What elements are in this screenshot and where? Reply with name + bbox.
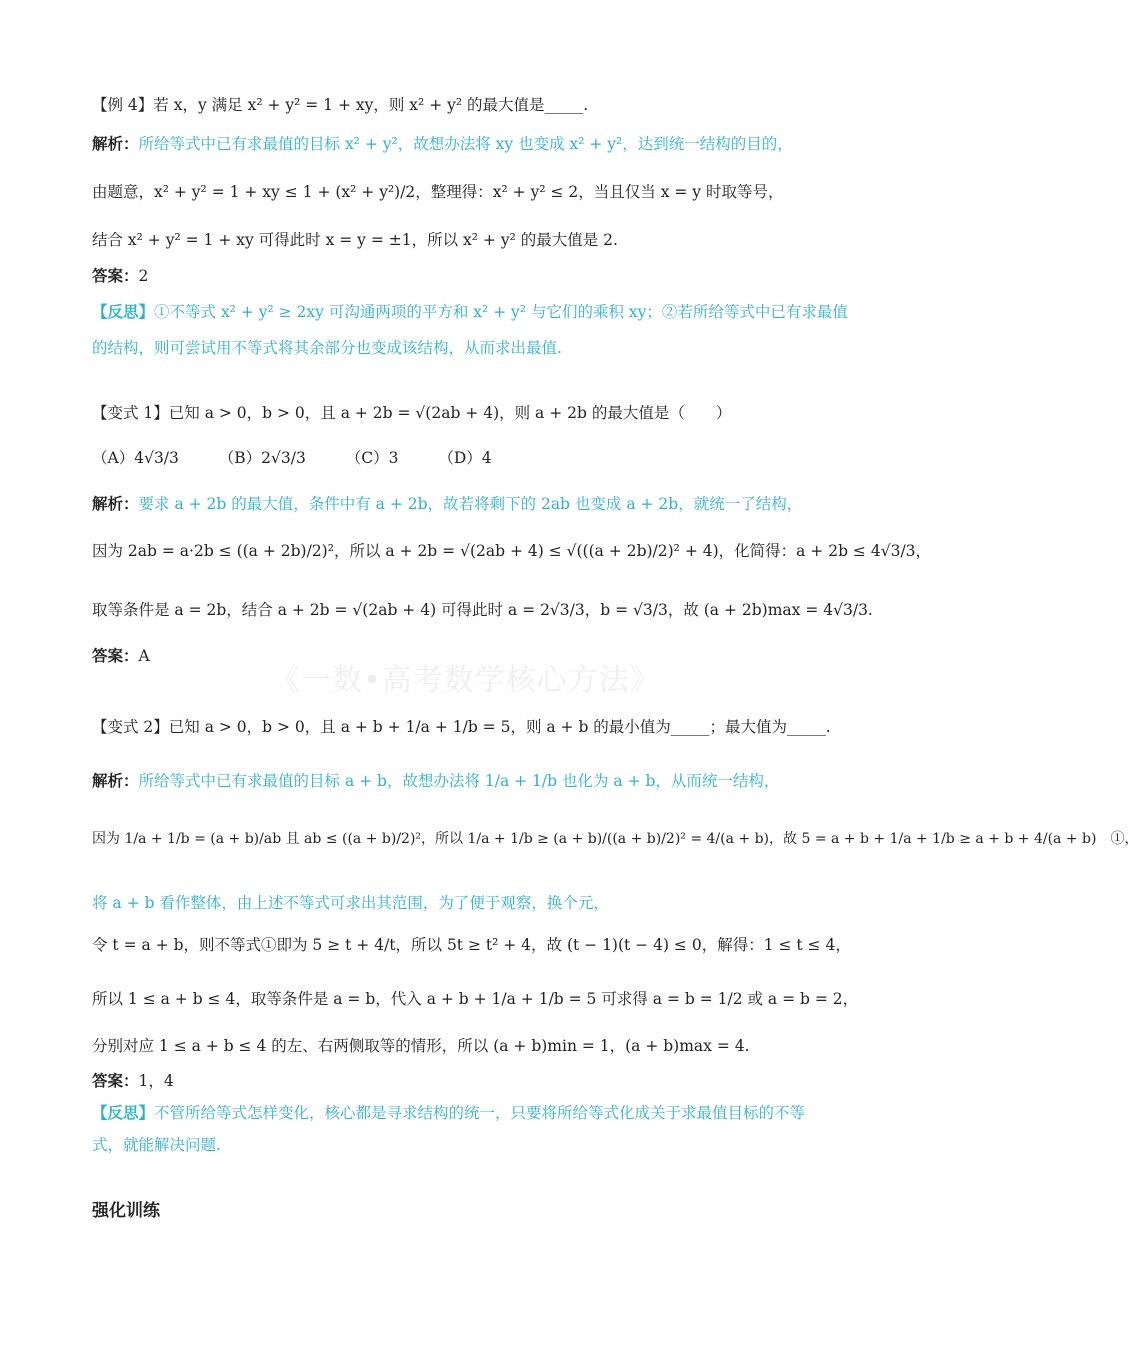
example4-answer: 2 xyxy=(138,267,149,285)
option-a-label: （A） xyxy=(92,449,135,467)
example4-analysis-line3: 结合 x² + y² = 1 + xy 可得此时 x = y = ±1，所以 x² + y² 的最大值是 2. xyxy=(92,231,618,249)
variant2-reflect-line1 xyxy=(92,1103,805,1123)
variant2-analysis-line1 xyxy=(92,771,779,791)
option-b-label: （B） xyxy=(218,449,262,467)
analysis-label: 解析： xyxy=(92,495,139,513)
answer-label: 答案： xyxy=(92,267,139,285)
answer-label: 答案： xyxy=(92,647,139,665)
example4-question-line xyxy=(92,95,588,115)
variant2-analysis-line5: 所以 1 ≤ a + b ≤ 4，取等条件是 a = b，代入 a + b + 1/a + 1/b = 5 可求得 a = b = 1/2 或 a = b = 2， xyxy=(92,990,859,1008)
variant2-reflect1: 不管所给等式怎样变化，核心都是寻求结构的统一，只要将所给等式化成关于求最值目标的不等 xyxy=(154,1104,806,1122)
watermark: 《一数•高考数学核心方法》 xyxy=(270,663,661,698)
variant1-answer: A xyxy=(138,647,150,665)
option-d: （D）4 xyxy=(438,449,492,467)
variant1-question: 已知 a > 0，b > 0，且 a + 2b = √(2ab + 4)，则 a + 2b 的最大值是（ ） xyxy=(168,404,732,422)
option-c: （C）3 xyxy=(345,449,399,467)
variant1-analysis-line1 xyxy=(92,494,802,514)
example4-question: 若 x，y 满足 x² + y² = 1 + xy，则 x² + y² 的最大值是_____. xyxy=(153,96,589,114)
variant2-question-line xyxy=(92,717,831,737)
example4-reflect-line2: 的结构，则可尝试用不等式将其余部分也变成该结构，从而求出最值. xyxy=(92,339,562,357)
variant2-analysis1: 所给等式中已有求最值的目标 a + b，故想办法将 1/a + 1/b 也化为 a + b，从而统一结构， xyxy=(138,772,780,790)
example4-analysis-line2: 由题意，x² + y² = 1 + xy ≤ 1 + (x² + y²)/2，整理得：x² + y² ≤ 2，当且仅当 x = y 时取等号， xyxy=(92,183,784,201)
variant1-analysis1: 要求 a + 2b 的最大值，条件中有 a + 2b，故若将剩下的 2ab 也变成 a + 2b，就统一了结构， xyxy=(138,495,803,513)
example4-analysis-line1 xyxy=(92,134,793,154)
reflect-label: 【反思】 xyxy=(92,1104,155,1122)
variant1-question-line xyxy=(92,403,731,423)
variant1-answer-line xyxy=(92,646,150,666)
example4-answer-line xyxy=(92,266,148,286)
example4-reflect-line1 xyxy=(92,302,848,322)
variant1-analysis-line3: 取等条件是 a = 2b，结合 a + 2b = √(2ab + 4) 可得此时 a = 2√3/3，b = √3/3，故 (a + 2b)max = 4√3/3. xyxy=(92,601,873,619)
variant2-question: 已知 a > 0，b > 0，且 a + b + 1/a + 1/b = 5，则 a + b 的最小值为_____；最大值为_____. xyxy=(168,718,831,736)
variant2-reflect-line2: 式，就能解决问题. xyxy=(92,1136,221,1154)
analysis-label: 解析： xyxy=(92,135,139,153)
variant1-label: 【变式 1】 xyxy=(92,404,169,422)
example4-label: 【例 4】 xyxy=(92,96,154,114)
analysis-label: 解析： xyxy=(92,772,139,790)
example4-analysis1: 所给等式中已有求最值的目标 x² + y²，故想办法将 xy 也变成 x² + y²，达到统一结构的目的， xyxy=(138,135,793,153)
section-title: 强化训练 xyxy=(92,1201,160,1221)
option-a-value: 4√3/3 xyxy=(134,449,179,467)
reflect-label: 【反思】 xyxy=(92,303,155,321)
answer-label: 答案： xyxy=(92,1072,139,1090)
variant2-analysis-line3: 将 a + b 看作整体，由上述不等式可求出其范围，为了便于观察，换个元， xyxy=(92,894,609,912)
variant2-analysis-line2: 因为 1/a + 1/b = (a + b)/ab 且 ab ≤ ((a + b)/2)²，所以 1/a + 1/b ≥ (a + b)/((a + b)/2)² = 4/(a + b)，故 5 = a + b + 1/a + 1/b ≥ a + b + 4/(a + b) ①， xyxy=(92,831,1138,847)
variant1-options xyxy=(92,448,492,468)
variant1-analysis-line2: 因为 2ab = a·2b ≤ ((a + 2b)/2)²，所以 a + 2b = √(2ab + 4) ≤ √(((a + 2b)/2)² + 4)，化简得：a + 2b ≤ 4√3/3， xyxy=(92,542,932,560)
variant2-label: 【变式 2】 xyxy=(92,718,169,736)
variant2-answer-line xyxy=(92,1071,174,1091)
variant2-analysis-line6: 分别对应 1 ≤ a + b ≤ 4 的左、右两侧取等的情形，所以 (a + b)min = 1，(a + b)max = 4. xyxy=(92,1037,750,1055)
variant2-analysis-line4: 令 t = a + b，则不等式①即为 5 ≥ t + 4/t，所以 5t ≥ t² + 4，故 (t − 1)(t − 4) ≤ 0，解得：1 ≤ t ≤ 4， xyxy=(92,936,851,954)
option-b-value: 2√3/3 xyxy=(261,449,306,467)
variant2-answer: 1，4 xyxy=(138,1072,174,1090)
example4-reflect1: ①不等式 x² + y² ≥ 2xy 可沟通两项的平方和 x² + y² 与它们的乘积 xy；②若所给等式中已有求最值 xyxy=(154,303,848,321)
